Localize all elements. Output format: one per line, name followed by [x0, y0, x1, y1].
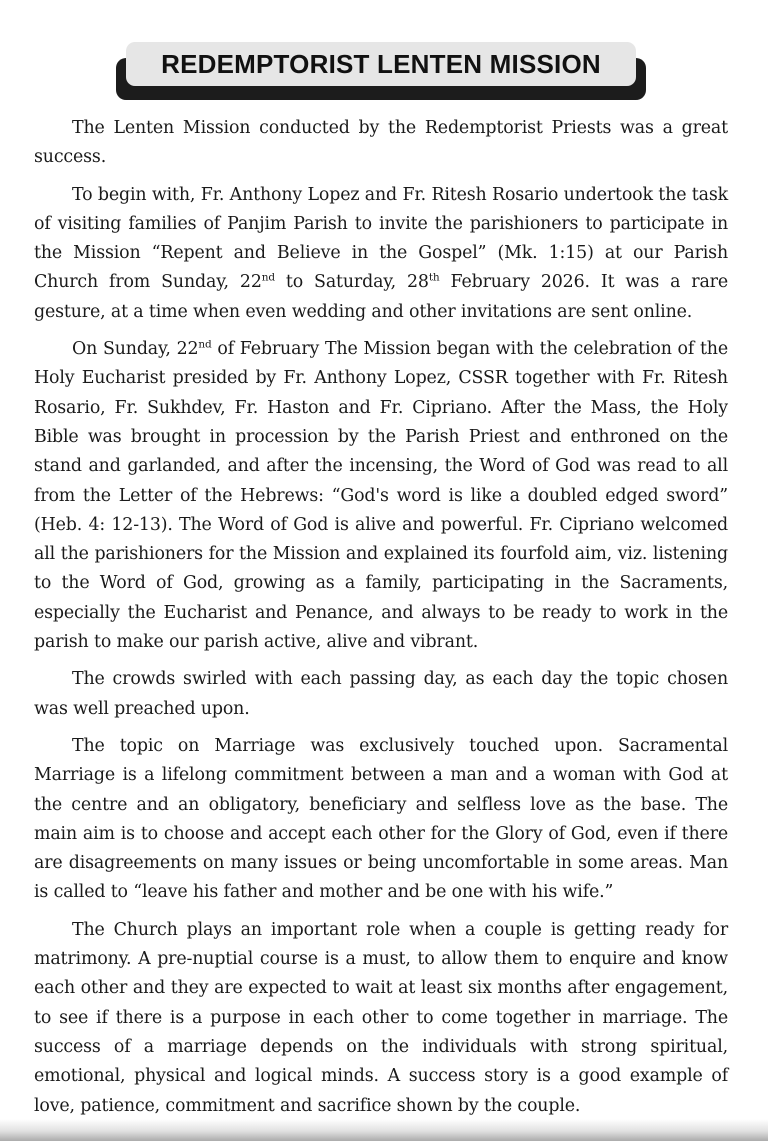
paragraph-visits-text-a: To begin with, Fr. Anthony Lopez and Fr. Ritesh Rosario undertook the task of visiting families of Panjim Parish to invite the parishioners to participate in the Mission “Repent and Believe in the Gospel” (Mk. 1:15) at our Parish Church from Sunday, 22 — [34, 184, 728, 293]
paragraph-visits-text-c: February 2026. It was a rare gesture, at a time when even wedding and other invitations are sent online. — [34, 272, 728, 322]
paragraph-opening-text-b: of February The Mission began with the celebration of the Holy Eucharist presided by Fr. Anthony Lopez, CSSR together with Fr. Ritesh Rosario, Fr. Sukhdev, Fr. Haston and Fr. Cipriano. After the Mass, the Holy Bible was brought in procession by the Parish Priest and enthroned on the stand and garlanded, and after the incensing, the Word of God was read to all from the Letter of the Hebrews: “God's word is like a doubled edged sword” (Heb. 4: 12-13). The Word of God is alive and powerful. Fr. Cipriano welcomed all the parishioners for the Mission and explained its fourfold aim, viz. listening to the Word of God, growing as a family, participating in the Sacraments, especially the Eucharist and Penance, and always to be ready to work in the parish to make our parish active, alive and vibrant. — [34, 339, 728, 653]
paragraph-crowds: The crowds swirled with each passing day, as each day the topic chosen was well preached upon. — [34, 669, 728, 719]
ordinal-suffix: nd — [198, 338, 212, 351]
paragraph-visits — [34, 181, 728, 327]
page-bottom-edge — [0, 1119, 768, 1141]
paragraph-opening — [34, 335, 728, 657]
page-title: REDEMPTORIST LENTEN MISSION — [161, 48, 601, 79]
paragraph-marriage: The topic on Marriage was exclusively touched upon. Sacramental Marriage is a lifelong commitment between a man and a woman with God at the centre and an obligatory, beneficiary and selfless love as the base. The main aim is to choose and accept each other for the Glory of God, even if there are disagreements on many issues or being uncomfortable in some areas. Man is called to “leave his father and mother and be one with his wife.” — [34, 735, 728, 903]
title-banner-box — [126, 42, 636, 86]
paragraph-church-role: The Church plays an important role when a couple is getting ready for matrimony. A pre-nuptial course is a must, to allow them to enquire and know each other and they are expected to wait at least six months after engagement, to see if there is a purpose in each other to come together in marriage. The success of a marriage depends on the individuals with strong spiritual, emotional, physical and logical minds. A success story is a good example of love, patience, commitment and sacrifice shown by the couple. — [34, 919, 728, 1116]
title-banner — [116, 42, 646, 100]
article-body — [34, 114, 728, 1129]
ordinal-suffix: th — [428, 271, 440, 284]
paragraph-visits-text-b: to Saturday, 28 — [274, 272, 429, 293]
paragraph-intro: The Lenten Mission conducted by the Redemptorist Priests was a great success. — [34, 118, 728, 168]
ordinal-suffix: nd — [261, 271, 275, 284]
paragraph-opening-text-a: On Sunday, 22 — [72, 339, 199, 360]
